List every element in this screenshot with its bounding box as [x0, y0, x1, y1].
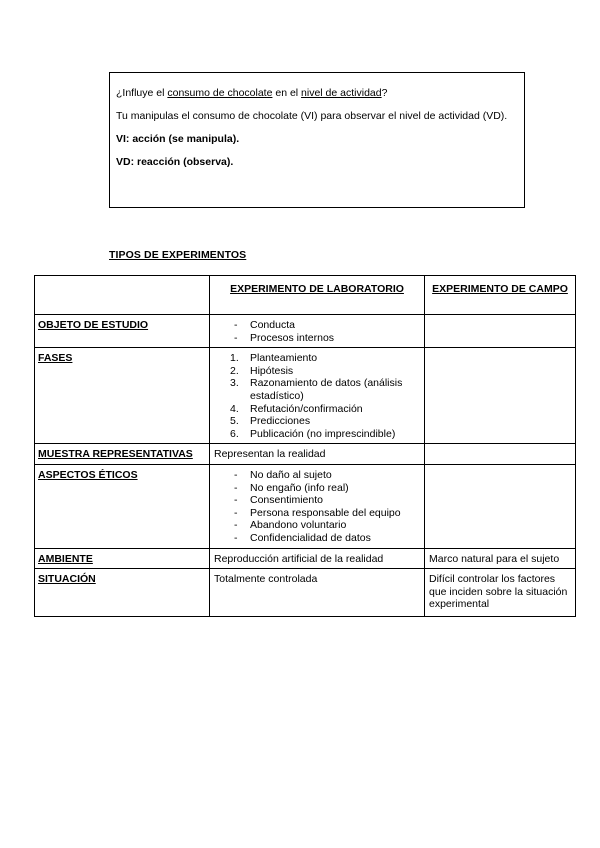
cell-situacion-campo: Difícil controlar los factores que inciden sobre la situación experimental: [425, 569, 576, 617]
cell-eticos-campo: [425, 464, 576, 548]
list-item: - Procesos internos: [214, 332, 420, 345]
list-item: 3. Razonamiento de datos (análisis estadístico): [230, 377, 403, 402]
cell-fases-lab: [210, 348, 425, 444]
dependent-variable-term: nivel de actividad: [301, 87, 382, 99]
row-label-eticos: ASPECTOS ÉTICOS: [35, 464, 210, 548]
cell-eticos-lab: [210, 464, 425, 548]
cell-situacion-lab: Totalmente controlada: [210, 569, 425, 617]
list-item: - Persona responsable del equipo: [214, 507, 420, 520]
list-item: 1. Planteamiento: [230, 352, 318, 365]
question-box: [109, 72, 525, 208]
table-header-row: [35, 276, 576, 315]
list-item: - Abandono voluntario: [214, 519, 420, 532]
table-row-muestra: [35, 444, 576, 465]
cell-ambiente-lab: Reproducción artificial de la realidad: [210, 548, 425, 569]
list-item: - Conducta: [214, 319, 420, 332]
row-label-situacion: SITUACIÓN: [35, 569, 210, 617]
vd-definition: VD: reacción (observa).: [116, 156, 234, 168]
row-label-fases: FASES: [35, 348, 210, 444]
cell-muestra-lab: Representan la realidad: [210, 444, 425, 465]
list-item: 4. Refutación/confirmación: [230, 402, 363, 415]
list-item: - No daño al sujeto: [214, 469, 420, 482]
list-item: - Consentimiento: [214, 494, 420, 507]
header-laboratorio: EXPERIMENTO DE LABORATORIO: [210, 276, 425, 315]
row-label-ambiente: AMBIENTE: [35, 548, 210, 569]
research-question: ¿Influye el consumo de chocolate en el nivel de actividad?: [116, 87, 388, 99]
list-item: 5. Predicciones: [230, 415, 311, 428]
table-row-ambiente: [35, 548, 576, 569]
explanation-text: Tu manipulas el consumo de chocolate (VI) para observar el nivel de actividad (VD).: [116, 110, 508, 122]
cell-objeto-lab: [210, 315, 425, 348]
list-item: 6. Publicación (no imprescindible): [230, 427, 396, 440]
cell-muestra-campo: [425, 444, 576, 465]
experiments-table: [34, 275, 576, 617]
header-campo: EXPERIMENTO DE CAMPO: [425, 276, 576, 315]
cell-fases-campo: [425, 348, 576, 444]
vi-definition: VI: acción (se manipula).: [116, 133, 240, 145]
list-item: 2. Hipótesis: [230, 364, 294, 377]
table-row-eticos: [35, 464, 576, 548]
table-row-situacion: [35, 569, 576, 617]
independent-variable-term: consumo de chocolate: [167, 87, 273, 99]
list-item: - Confidencialidad de datos: [214, 532, 420, 545]
header-empty-cell: [35, 276, 210, 315]
table-row-fases: [35, 348, 576, 444]
cell-ambiente-campo: Marco natural para el sujeto: [425, 548, 576, 569]
cell-objeto-campo: [425, 315, 576, 348]
section-title: TIPOS DE EXPERIMENTOS: [109, 249, 247, 261]
list-item: - No engaño (info real): [214, 482, 420, 495]
row-label-objeto: OBJETO DE ESTUDIO: [35, 315, 210, 348]
table-row-objeto: [35, 315, 576, 348]
row-label-muestra: MUESTRA REPRESENTATIVAS: [35, 444, 210, 465]
